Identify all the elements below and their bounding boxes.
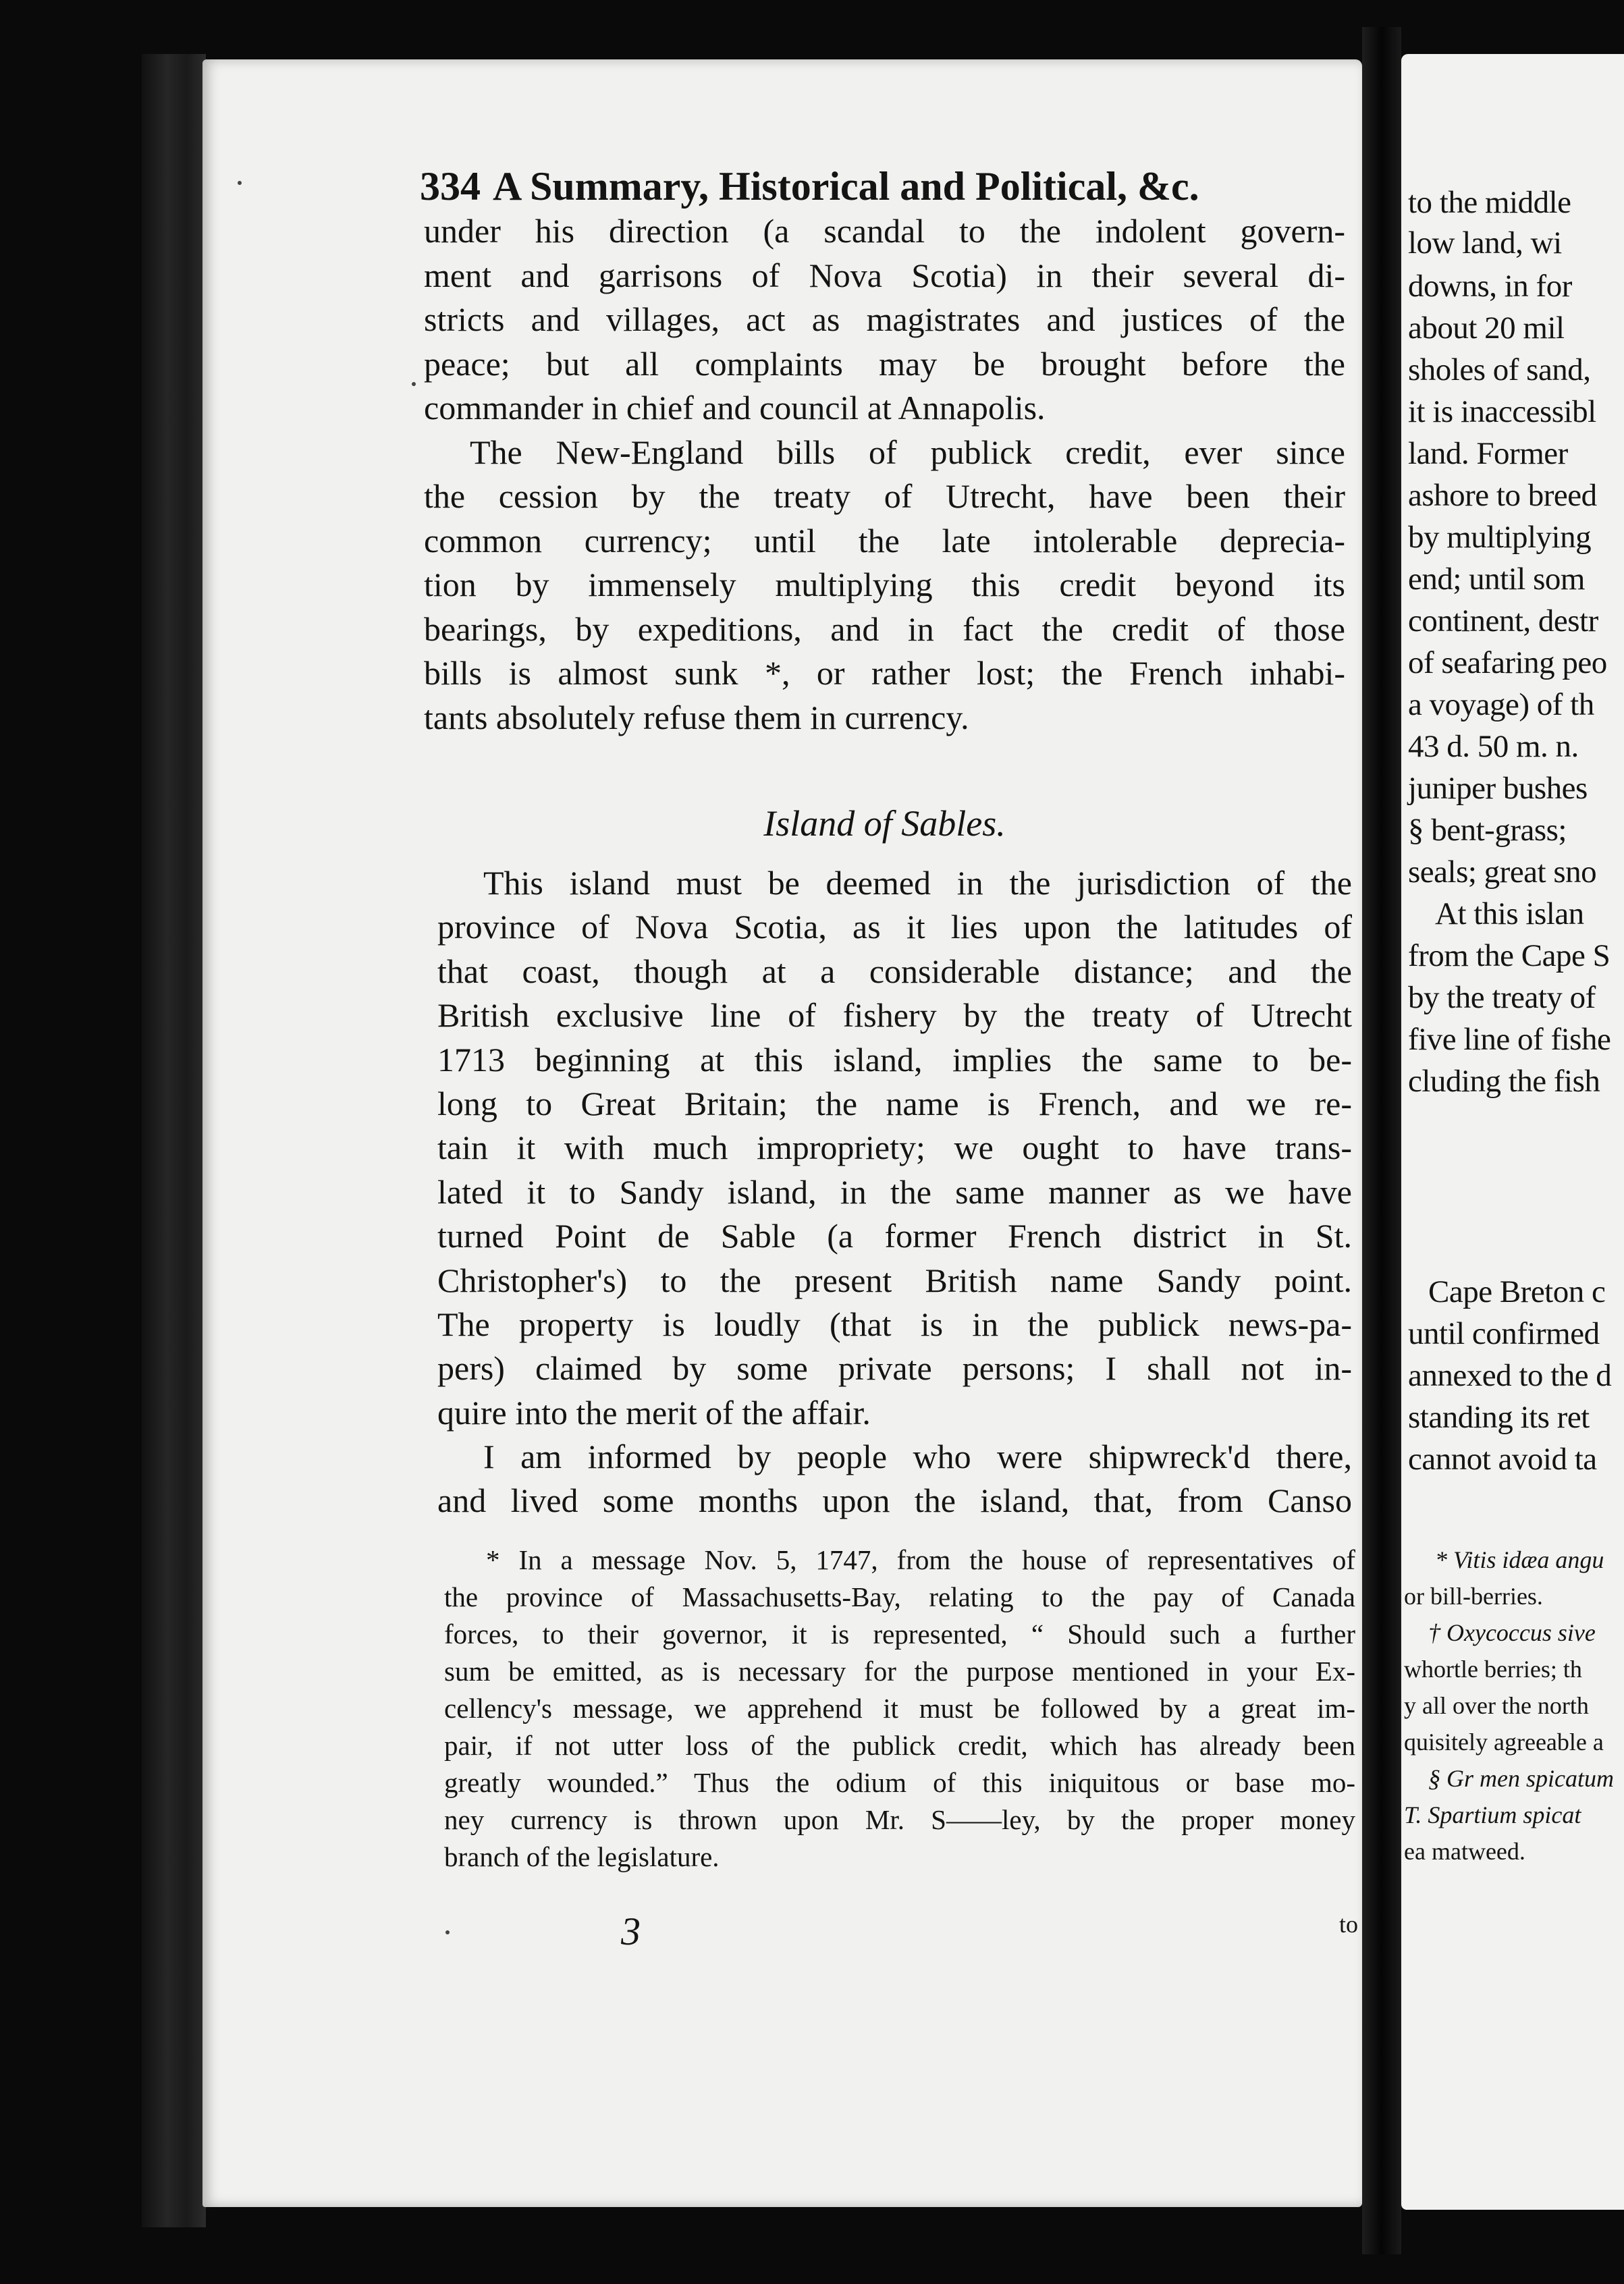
text-line: that coast, though at a considerable distance; and the [437, 952, 1352, 990]
text-line: commander in chief and council at Annapolis. [424, 389, 1046, 427]
facing-line: low land, wi [1408, 225, 1562, 261]
facing-line: At this islan [1435, 896, 1584, 931]
book-spine-edge [142, 54, 206, 2227]
running-title: A Summary, Historical and Political, &c. [493, 164, 1199, 209]
text-line: stricts and villages, act as magistrates and justices of the [424, 300, 1345, 338]
text-line: tants absolutely refuse them in currency. [424, 698, 969, 736]
facing-line: Cape Breton c [1428, 1274, 1606, 1309]
text-line: peace; but all complaints may be brought before the [424, 344, 1345, 383]
facing-footnote-line: y all over the north [1404, 1692, 1589, 1719]
facing-line: standing its ret [1408, 1400, 1590, 1435]
text-line: the cession by the treaty of Utrecht, have been their [424, 477, 1345, 515]
text-line: 1713 beginning at this island, implies the same to be- [437, 1040, 1352, 1079]
text-line: This island must be deemed in the jurisdiction of the [483, 864, 1352, 902]
footnote [444, 1542, 1355, 1876]
text-line: Christopher's) to the present British name Sandy point. [437, 1261, 1352, 1299]
text-line: turned Point de Sable (a former French district in St. [437, 1217, 1352, 1255]
body-paragraphs [424, 209, 1345, 740]
facing-footnote-line: T. Spartium spicat [1404, 1801, 1581, 1828]
footnote-line: forces, to their governor, it is represented, “ Should such a further [444, 1619, 1355, 1650]
facing-line: § bent-grass; [1408, 813, 1567, 848]
facing-line: sholes of sand, [1408, 352, 1591, 387]
ink-speck [238, 181, 242, 185]
facing-line: five line of fishe [1408, 1022, 1611, 1057]
text-line: long to Great Britain; the name is French, and we re- [437, 1084, 1352, 1122]
signature-mark: 3 [621, 1909, 641, 1953]
text-line: bills is almost sunk *, or rather lost; the French inhabi- [424, 654, 1345, 692]
facing-line: by multiplying [1408, 520, 1592, 555]
footnote-line: greatly wounded.” Thus the odium of this iniquitous or base mo- [444, 1767, 1355, 1798]
ink-speck [412, 382, 416, 386]
section-heading: Island of Sables. [763, 803, 1006, 844]
text-line: pers) claimed by some private persons; I shall not in- [437, 1349, 1352, 1388]
facing-line: land. Former [1408, 436, 1568, 471]
facing-line: by the treaty of [1408, 980, 1596, 1015]
text-line: lated it to Sandy island, in the same manner as we have [437, 1172, 1352, 1211]
footnote-line: * In a message Nov. 5, 1747, from the house of representatives of [486, 1544, 1355, 1575]
footnote-line: the province of Massachusetts-Bay, relating to the pay of Canada [444, 1581, 1355, 1612]
running-head [420, 159, 1345, 213]
facing-footnote-line: § Gr men spicatum [1428, 1765, 1614, 1792]
facing-line: it is inaccessibl [1408, 394, 1596, 429]
section-paragraphs [437, 861, 1352, 1523]
facing-line: seals; great sno [1408, 854, 1597, 890]
facing-line: continent, destr [1408, 603, 1598, 638]
facing-page [1401, 54, 1624, 2210]
facing-footnote-line: † Oxycoccus sive [1428, 1619, 1596, 1646]
facing-line: a voyage) of th [1408, 687, 1594, 722]
footnote-line: branch of the legislature. [444, 1841, 720, 1872]
text-line: bearings, by expeditions, and in fact the credit of those [424, 609, 1345, 648]
facing-line: from the Cape S [1408, 938, 1611, 973]
text-line: tain it with much impropriety; we ought to have trans- [437, 1129, 1352, 1167]
facing-footnote-line: * Vitis idæa angu [1435, 1546, 1604, 1573]
facing-line: about 20 mil [1408, 310, 1565, 346]
facing-line: 43 d. 50 m. n. [1408, 729, 1579, 764]
facing-line: cluding the fish [1408, 1064, 1600, 1099]
facing-line: until confirmed [1408, 1316, 1600, 1351]
facing-footnote-line: whortle berries; th [1404, 1656, 1582, 1683]
footnote-line: sum be emitted, as is necessary for the purpose mentioned in your Ex- [444, 1656, 1355, 1687]
text-line: tion by immensely multiplying this credit beyond its [424, 566, 1345, 603]
facing-footnote-line: or bill-berries. [1404, 1583, 1543, 1610]
facing-line: end; until som [1408, 562, 1585, 597]
facing-line: cannot avoid ta [1408, 1442, 1597, 1477]
text-line: ment and garrisons of Nova Scotia) in their several di- [424, 256, 1345, 294]
footnote-line: cellency's message, we apprehend it must be followed by a great im- [444, 1693, 1355, 1724]
facing-footnote-line: ea matweed. [1404, 1838, 1525, 1865]
facing-line: to the middle [1408, 185, 1571, 220]
text-line: province of Nova Scotia, as it lies upon the latitudes of [437, 908, 1352, 946]
book-gutter [1362, 27, 1401, 2254]
text-line: under his direction (a scandal to the indolent govern- [424, 212, 1345, 250]
facing-line: ashore to breed [1408, 478, 1597, 513]
text-line: The property is loudly (that is in the publick news-pa- [437, 1305, 1352, 1343]
page-number: 334 [420, 164, 481, 209]
footnote-line: ney currency is thrown upon Mr. S——ley, by the proper money [444, 1804, 1355, 1835]
text-line: The New-England bills of publick credit, ever since [470, 433, 1345, 471]
facing-line: annexed to the d [1408, 1358, 1612, 1393]
facing-footnote-line: quisitely agreeable a [1404, 1729, 1604, 1756]
text-line: and lived some months upon the island, that, from Canso [437, 1481, 1352, 1520]
text-line: I am informed by people who were shipwreck'd there, [483, 1438, 1352, 1476]
facing-line: downs, in for [1408, 269, 1572, 304]
ink-speck [445, 1930, 450, 1934]
facing-line: juniper bushes [1408, 771, 1588, 806]
footnote-line: pair, if not utter loss of the publick credit, which has already been [444, 1730, 1355, 1761]
text-line: quire into the merit of the affair. [437, 1393, 871, 1432]
facing-line: of seafaring peo [1408, 645, 1607, 680]
text-line: common currency; until the late intolerable deprecia- [424, 521, 1345, 560]
catchword: to [1339, 1911, 1359, 1938]
text-line: British exclusive line of fishery by the treaty of Utrecht [437, 996, 1352, 1035]
